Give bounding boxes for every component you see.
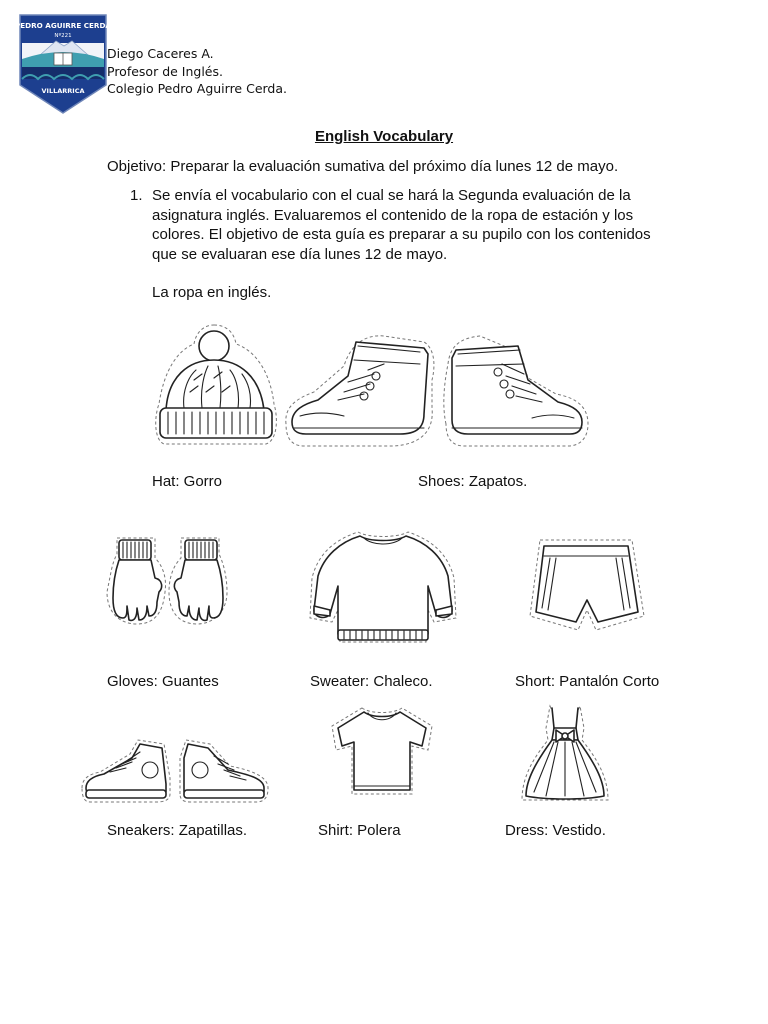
logo-number: Nº221 bbox=[54, 33, 72, 39]
vocab-shirt: Shirt: Polera bbox=[318, 822, 401, 839]
teacher-role: Profesor de Inglés. bbox=[107, 63, 223, 79]
list-item-text bbox=[152, 186, 651, 264]
list-line-3: colores. El objetivo de esta guía es preparar a su pupilo con los contenidos bbox=[152, 226, 651, 243]
gloves-image bbox=[105, 532, 230, 628]
list-line-1: Se envía el vocabulario con el cual se hará la Segunda evaluación de la bbox=[152, 187, 631, 204]
page-title: English Vocabulary bbox=[314, 128, 454, 145]
vocab-gloves: Gloves: Guantes bbox=[107, 673, 219, 690]
objective-text: Objetivo: Preparar la evaluación sumativa del próximo día lunes 12 de mayo. bbox=[107, 158, 619, 175]
vocab-sweater: Sweater: Chaleco. bbox=[310, 673, 433, 690]
hat-image bbox=[154, 322, 279, 447]
section-label: La ropa en inglés. bbox=[152, 284, 272, 301]
shirt-image bbox=[328, 706, 436, 796]
sneakers-image bbox=[80, 738, 270, 804]
dress-image bbox=[520, 704, 610, 806]
list-line-4: que se evaluaran ese día lunes 12 de mayo. bbox=[152, 245, 448, 263]
list-number: 1. bbox=[130, 187, 143, 204]
sweater-image bbox=[308, 530, 458, 648]
vocab-hat: Hat: Gorro bbox=[152, 473, 223, 490]
vocab-dress: Dress: Vestido. bbox=[505, 822, 606, 839]
header-block bbox=[107, 45, 287, 98]
vocab-short: Short: Pantalón Corto bbox=[515, 673, 660, 690]
teacher-name: Diego Caceres A. bbox=[107, 46, 214, 61]
vocab-sneakers: Sneakers: Zapatillas. bbox=[107, 822, 248, 839]
logo-city: VILLARRICA bbox=[41, 87, 85, 95]
logo-school-name: PEDRO AGUIRRE CERDA bbox=[15, 21, 111, 30]
school-name: Colegio Pedro Aguirre Cerda. bbox=[107, 81, 288, 96]
school-logo bbox=[15, 13, 111, 115]
list-line-2: asignatura inglés. Evaluaremos el contenido de la ropa de estación y los bbox=[152, 206, 634, 224]
short-image bbox=[528, 538, 646, 636]
vocab-shoes: Shoes: Zapatos. bbox=[418, 473, 528, 490]
shoes-image bbox=[284, 324, 594, 452]
